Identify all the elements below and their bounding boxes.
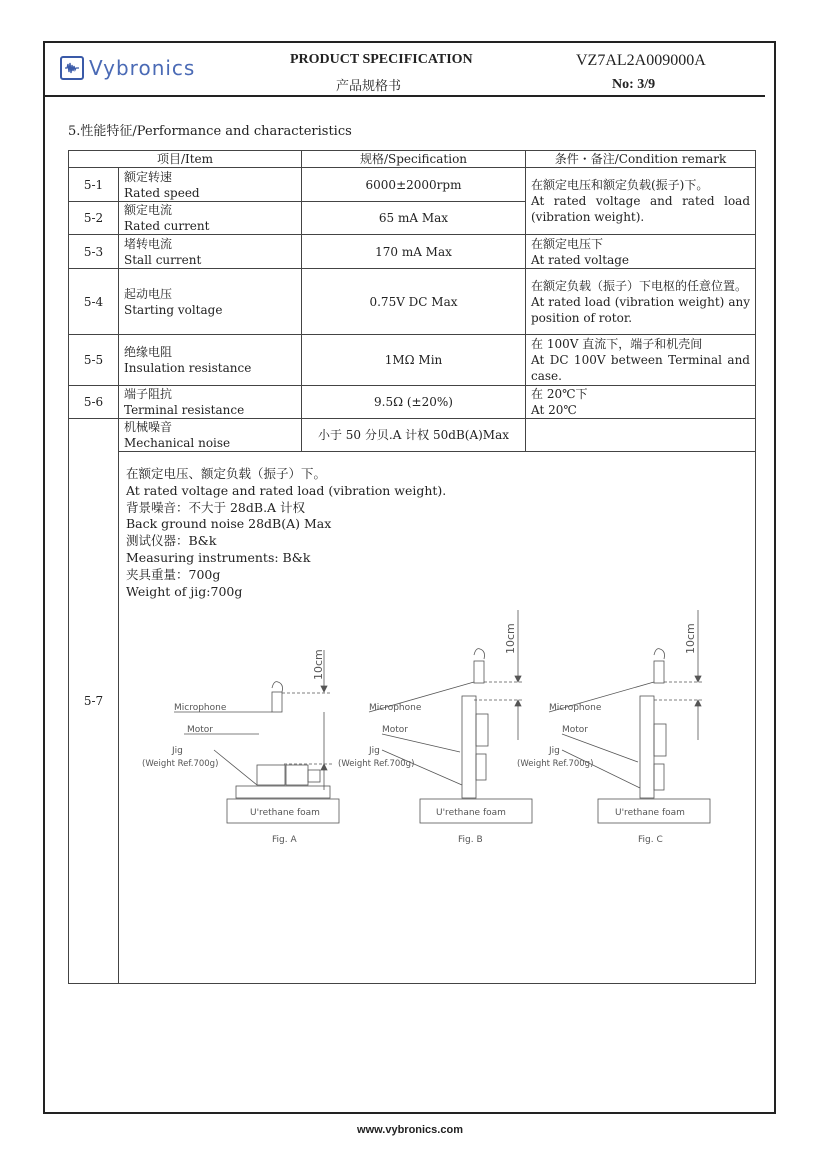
- item-en: Insulation resistance: [124, 361, 252, 375]
- remark-en: At rated load (vibration weight) any position of rotor.: [531, 294, 750, 325]
- item-cn: 额定转速: [124, 169, 173, 184]
- note-line: Weight of jig:700g: [126, 583, 243, 599]
- row-remark: [526, 269, 756, 335]
- item-en: Stall current: [124, 252, 202, 267]
- foam-label: U'rethane foam: [436, 808, 506, 819]
- noise-detail-cell: [119, 452, 756, 984]
- row-number: 5-7: [69, 419, 119, 984]
- logo-wave-icon: [60, 56, 84, 80]
- row-item: [119, 386, 302, 419]
- header-item: 项目/Item: [69, 151, 302, 168]
- doc-title: PRODUCT SPECIFICATION: [290, 52, 473, 67]
- note-line: 背景噪音：不大于 28dB.A 计权: [126, 499, 306, 515]
- microphone-label: Microphone: [549, 703, 602, 714]
- row-remark: [526, 168, 756, 235]
- note-line: Measuring instruments: B&k: [126, 549, 311, 565]
- jig-label: Jig: [172, 746, 183, 757]
- figure-c: [517, 610, 710, 845]
- row-number: 5-3: [69, 235, 119, 269]
- item-en: Rated speed: [124, 185, 200, 200]
- item-cn: 绝缘电阻: [124, 345, 173, 359]
- table-header-row: [69, 151, 756, 168]
- row-number: 5-6: [69, 386, 119, 419]
- remark-cn: 在额定电压下: [531, 236, 604, 251]
- table-row: [69, 335, 756, 386]
- remark-cn: 在额定电压和额定负载(振子)下。: [531, 178, 709, 192]
- row-number: 5-5: [69, 335, 119, 386]
- noise-detail-row: [69, 452, 756, 984]
- motor-label: Motor: [382, 725, 409, 736]
- jig-label: Jig: [369, 746, 380, 757]
- motor-label: Motor: [562, 725, 589, 736]
- fig-caption: Fig. B: [458, 835, 483, 846]
- row-spec: 0.75V DC Max: [302, 269, 526, 335]
- note-line: Back ground noise 28dB(A) Max: [126, 516, 332, 532]
- distance-label: 10cm: [312, 649, 325, 681]
- row-spec: 6000±2000rpm: [302, 168, 526, 202]
- doc-subtitle: 产品规格书: [336, 78, 402, 93]
- row-remark: [526, 386, 756, 419]
- weight-label: (Weight Ref.700g): [517, 759, 594, 770]
- item-en: Rated current: [124, 219, 210, 233]
- figure-b: [338, 610, 532, 845]
- weight-label: (Weight Ref.700g): [142, 759, 219, 770]
- motor-label: Motor: [187, 725, 214, 736]
- company-logo: [60, 56, 195, 80]
- header-spec: 规格/Specification: [302, 151, 526, 168]
- item-cn: 端子阻抗: [124, 387, 173, 401]
- page-number: No: 3/9: [612, 77, 656, 92]
- note-line: 夹具重量：700g: [126, 566, 221, 582]
- table-row: [69, 419, 756, 452]
- item-cn: 起动电压: [124, 286, 173, 301]
- fig-caption: Fig. C: [638, 835, 663, 846]
- noise-notes: [124, 452, 750, 600]
- table-row: [69, 386, 756, 419]
- item-en: Mechanical noise: [124, 436, 231, 450]
- table-row: [69, 168, 756, 202]
- doc-code: VZ7AL2A009000A: [576, 52, 706, 69]
- weight-label: (Weight Ref.700g): [338, 759, 415, 770]
- row-remark: [526, 235, 756, 269]
- remark-cn: 在 20℃下: [531, 387, 588, 401]
- row-spec: 小于 50 分贝.A 计权 50dB(A)Max: [302, 419, 526, 452]
- header-divider: [43, 95, 765, 97]
- fig-caption: Fig. A: [272, 835, 297, 846]
- distance-label: 10cm: [684, 623, 697, 655]
- table-row: [69, 235, 756, 269]
- note-line: At rated voltage and rated load (vibration weight).: [126, 482, 447, 498]
- section-title: 5.性能特征/Performance and characteristics: [68, 124, 352, 139]
- item-en: Starting voltage: [124, 302, 223, 317]
- remark-en: At rated voltage and rated load (vibration weight).: [531, 194, 750, 224]
- item-cn: 机械噪音: [124, 420, 173, 434]
- note-line: 在额定电压、额定负载（振子）下。: [126, 466, 327, 481]
- row-number: 5-2: [69, 202, 119, 235]
- logo-text: Vybronics: [89, 56, 196, 80]
- distance-label: 10cm: [504, 623, 517, 655]
- row-spec: 1MΩ Min: [302, 335, 526, 386]
- row-remark: [526, 335, 756, 386]
- item-cn: 堵转电流: [124, 236, 173, 251]
- foam-label: U'rethane foam: [615, 808, 685, 819]
- item-cn: 额定电流: [124, 203, 173, 217]
- jig-label: Jig: [549, 746, 560, 757]
- row-spec: 170 mA Max: [302, 235, 526, 269]
- remark-en: At 20℃: [531, 403, 577, 417]
- remark-en: At DC 100V between Terminal and case.: [531, 353, 750, 383]
- spec-table: [68, 150, 756, 984]
- row-item: [119, 419, 302, 452]
- row-number: 5-4: [69, 269, 119, 335]
- table-row: [69, 269, 756, 335]
- footer-url: www.vybronics.com: [357, 1124, 463, 1136]
- header-remark: 条件・备注/Condition remark: [526, 151, 756, 168]
- microphone-label: Microphone: [369, 703, 422, 714]
- remark-en: At rated voltage: [531, 252, 630, 267]
- row-remark: [526, 419, 756, 452]
- remark-cn: 在额定负载（振子）下电枢的任意位置。: [531, 278, 748, 293]
- row-spec: 65 mA Max: [302, 202, 526, 235]
- row-spec: 9.5Ω (±20%): [302, 386, 526, 419]
- row-item: [119, 202, 302, 235]
- test-setup-diagram: [124, 623, 754, 880]
- row-item: [119, 335, 302, 386]
- item-en: Terminal resistance: [124, 403, 245, 417]
- figure-a: [142, 650, 339, 846]
- row-item: [119, 269, 302, 335]
- foam-label: U'rethane foam: [250, 808, 320, 819]
- row-item: [119, 235, 302, 269]
- note-line: 测试仪器：B&k: [126, 533, 217, 549]
- row-number: 5-1: [69, 168, 119, 202]
- remark-cn: 在 100V 直流下，端子和机壳间: [531, 337, 703, 351]
- microphone-label: Microphone: [174, 703, 227, 714]
- row-item: [119, 168, 302, 202]
